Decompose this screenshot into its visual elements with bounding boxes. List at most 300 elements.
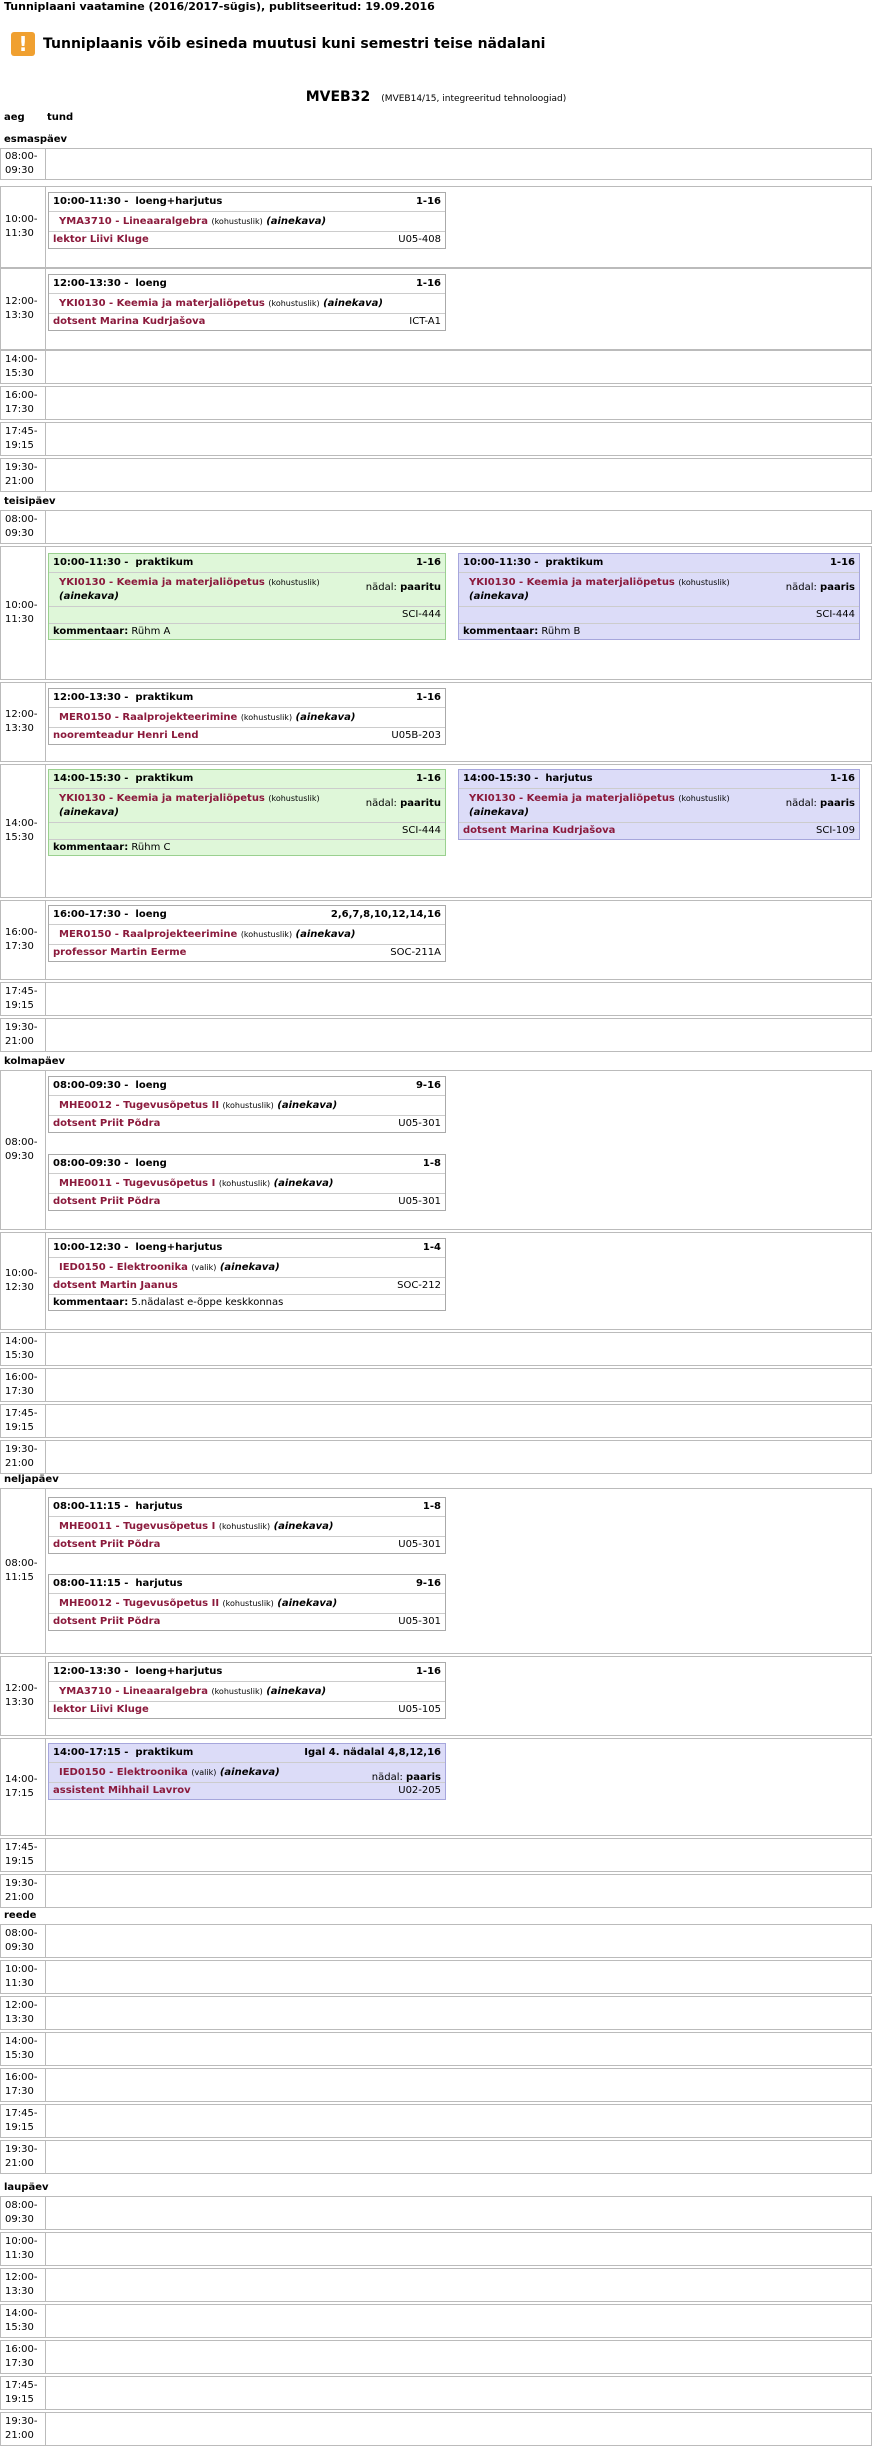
class-card-header [49,1498,445,1517]
ainekava-link[interactable]: (ainekava) [277,1100,338,1111]
column-header-time: aeg [4,112,25,123]
course-type: (valik) [191,1263,217,1272]
group-header [0,86,872,105]
class-card[interactable] [48,553,446,640]
time-slot-row [0,148,872,180]
slot-time-label: 10:00-12:30 [5,1268,38,1293]
lecturer-link[interactable]: dotsent Martin Jaanus [53,1280,178,1291]
slot-time-label: 19:30-21:00 [5,2416,38,2441]
course-line [59,711,445,725]
lecturer-link[interactable]: dotsent Priit Põdra [53,1616,161,1627]
class-card[interactable] [48,1154,446,1211]
class-weeks: 1-8 [422,1158,441,1169]
slot-time-label: 14:00-15:30 [5,1336,38,1361]
class-weeks: 1-16 [415,196,441,207]
class-footer [49,727,445,744]
ainekava-link[interactable]: (ainekava) [273,1178,334,1189]
course-link[interactable]: YMA3710 - Lineaaralgebra [59,1686,208,1697]
course-block [49,708,445,727]
slot-divider [45,1233,46,1329]
slot-divider [45,149,46,179]
course-link[interactable]: MER0150 - Raalprojekteerimine [59,929,238,940]
comment-label: kommentaar: [53,842,129,853]
course-link[interactable]: IED0150 - Elektroonika [59,1767,188,1778]
class-time: 14:00-15:30 - [53,773,129,784]
ainekava-link[interactable]: (ainekava) [219,1262,280,1273]
class-card-header [49,1744,445,1763]
column-header-class: tund [47,112,74,123]
week-parity-value: paaritu [400,582,441,593]
room-label: U05-301 [398,1196,441,1207]
time-slot-row [0,2412,872,2446]
room-label: SCI-444 [402,825,441,836]
time-slot-row [0,386,872,420]
week-parity-label: nädal: [371,1772,403,1783]
day-header: laupäev [4,2182,49,2193]
class-card[interactable] [48,1497,446,1554]
class-kind: loeng+harjutus [135,1242,223,1253]
class-time: 12:00-13:30 - [53,1666,129,1677]
ainekava-link[interactable]: (ainekava) [469,807,529,818]
class-card-header [49,554,445,573]
course-block [49,1594,445,1613]
class-time: 08:00-09:30 - [53,1158,129,1169]
slot-time-label: 14:00-15:30 [5,818,38,843]
slot-time-label: 19:30-21:00 [5,1022,38,1047]
slot-time-label: 19:30-21:00 [5,2144,38,2169]
comment-text: Rühm C [131,842,171,853]
day-header: kolmapäev [4,1056,66,1067]
ainekava-link[interactable]: (ainekava) [59,591,119,602]
class-card-header [459,554,859,573]
slot-time-label: 08:00-09:30 [5,151,38,176]
course-type: (kohustuslik) [268,794,320,803]
course-block [49,1174,445,1193]
course-link[interactable]: MHE0012 - Tugevusõpetus II [59,1100,220,1111]
class-card[interactable] [48,769,446,856]
slot-divider [45,423,46,455]
ainekava-link[interactable]: (ainekava) [219,1767,280,1778]
slot-time-label: 12:00-13:30 [5,2000,38,2025]
time-slot-row [0,2232,872,2266]
week-parity [366,581,441,595]
class-card[interactable] [48,1238,446,1311]
course-block [49,573,445,606]
class-card[interactable] [48,1662,446,1719]
comment-text: Rühm A [131,626,171,637]
course-block [49,1763,445,1782]
slot-time-label: 17:45-19:15 [5,426,38,451]
course-link[interactable]: YKI0130 - Keemia ja materjaliõpetus [469,793,675,804]
room-label: U05B-203 [391,730,441,741]
time-slot-row [0,2340,872,2374]
slot-time-label: 17:45-19:15 [5,2380,38,2405]
class-card[interactable] [48,1076,446,1133]
class-time: 10:00-12:30 - [53,1242,129,1253]
time-slot-row [0,2032,872,2066]
time-slot-row [0,458,872,492]
room-label: U02-205 [398,1785,441,1796]
time-slot-row [0,2304,872,2338]
course-type: (kohustuslik) [218,1179,271,1188]
time-slot-row [0,1018,872,1052]
ainekava-link[interactable]: (ainekava) [323,298,383,309]
course-line [59,1099,445,1113]
time-slot-row [0,422,872,456]
lecturer-link[interactable]: dotsent Priit Põdra [53,1196,161,1207]
class-weeks: 9-16 [415,1080,441,1091]
class-weeks: 1-16 [415,278,441,289]
course-line [59,928,445,942]
class-time: 14:00-15:30 - [463,773,539,784]
class-comment [49,1294,445,1310]
course-line [59,1520,445,1534]
room-label: U05-301 [398,1118,441,1129]
time-slot-row [0,2104,872,2138]
slot-divider [45,1369,46,1401]
room-label: SCI-444 [816,609,855,620]
course-type: (kohustuslik) [211,1687,263,1696]
course-block [49,1682,445,1701]
lecturer-link[interactable]: dotsent Marina Kudrjašova [53,316,206,327]
day-header: neljapäev [4,1474,59,1485]
class-card-header [49,689,445,708]
slot-time-label: 19:30-21:00 [5,1444,38,1469]
course-block [49,789,445,822]
class-card[interactable] [48,1743,446,1800]
room-label: U05-301 [398,1539,441,1550]
course-link[interactable]: YKI0130 - Keemia ja materjaliõpetus [59,298,265,309]
slot-divider [45,1925,46,1957]
class-kind: loeng [135,1158,167,1169]
slot-time-label: 19:30-21:00 [5,462,38,487]
course-type: (kohustuslik) [678,578,730,587]
day-header: reede [4,1910,37,1921]
slot-time-label: 12:00-13:30 [5,296,38,321]
class-footer [459,822,859,839]
slot-divider [45,1489,46,1653]
slot-time-label: 19:30-21:00 [5,1878,38,1903]
course-block [459,573,859,606]
week-parity-value: paaris [820,798,855,809]
slot-time-label: 08:00-09:30 [5,514,38,539]
class-weeks: 1-16 [415,557,441,568]
page-title: Tunniplaani vaatamine (2016/2017-sügis), publitseeritud: 19.09.2016 [4,0,435,13]
warning-text: Tunniplaanis võib esineda muutusi kuni semestri teise nädalani [43,36,546,52]
week-parity-label: nädal: [365,798,397,809]
ainekava-link[interactable]: (ainekava) [295,929,356,940]
course-link[interactable]: YKI0130 - Keemia ja materjaliõpetus [59,577,265,588]
class-comment [459,623,859,639]
slot-time-label: 14:00-17:15 [5,1774,38,1799]
class-footer [49,1115,445,1132]
comment-text: 5.nädalast e-õppe keskkonnas [131,1297,284,1308]
class-time: 14:00-17:15 - [53,1747,129,1758]
course-type: (kohustuslik) [268,578,320,587]
time-slot-row [0,2140,872,2174]
slot-divider [45,2105,46,2137]
slot-divider [45,1739,46,1835]
slot-time-label: 08:00-09:30 [5,1928,38,1953]
comment-text: Rühm B [541,626,581,637]
class-weeks: 1-8 [422,1501,441,1512]
time-slot-row [0,1960,872,1994]
class-kind: loeng [135,278,167,289]
class-card-header [49,1239,445,1258]
warning-banner [11,32,545,56]
course-block [49,294,445,313]
class-time: 10:00-11:30 - [463,557,539,568]
slot-time-label: 16:00-17:30 [5,390,38,415]
slot-time-label: 16:00-17:30 [5,2344,38,2369]
class-footer [49,1782,445,1799]
class-footer [49,606,445,623]
lecturer-link[interactable]: dotsent Priit Põdra [53,1118,161,1129]
class-card[interactable] [48,1574,446,1631]
class-time: 08:00-09:30 - [53,1080,129,1091]
slot-time-label: 08:00-11:15 [5,1558,38,1583]
slot-time-label: 17:45-19:15 [5,1842,38,1867]
group-description: (MVEB14/15, integreeritud tehnoloogiad) [381,94,567,104]
slot-divider [45,1333,46,1365]
slot-divider [45,2341,46,2373]
class-footer [459,606,859,623]
time-slot-row [0,350,872,384]
course-line [59,792,353,820]
ainekava-link[interactable]: (ainekava) [266,1686,327,1697]
class-kind: harjutus [545,773,593,784]
class-time: 12:00-13:30 - [53,278,129,289]
comment-label: kommentaar: [53,1297,129,1308]
class-weeks: 1-16 [829,773,855,784]
lecturer-link[interactable]: dotsent Priit Põdra [53,1539,161,1550]
class-card-header [459,770,859,789]
class-weeks: 1-16 [829,557,855,568]
day-header: teisipäev [4,496,56,507]
course-line [59,1177,445,1191]
slot-divider [45,1441,46,1473]
ainekava-link[interactable]: (ainekava) [469,591,529,602]
room-label: U05-408 [398,234,441,245]
day-header: esmaspäev [4,134,68,145]
slot-time-label: 14:00-15:30 [5,2036,38,2061]
course-block [49,1096,445,1115]
slot-divider [45,387,46,419]
slot-divider [45,2377,46,2409]
class-weeks: 9-16 [415,1578,441,1589]
slot-time-label: 10:00-11:30 [5,1964,38,1989]
slot-time-label: 10:00-11:30 [5,600,38,625]
class-footer [49,231,445,248]
slot-time-label: 10:00-11:30 [5,214,38,239]
room-label: U05-301 [398,1616,441,1627]
course-type: (kohustuslik) [218,1522,271,1531]
slot-time-label: 12:00-13:30 [5,2272,38,2297]
class-card[interactable] [458,769,860,840]
class-card[interactable] [48,688,446,745]
class-footer [49,1536,445,1553]
time-slot-row [0,1404,872,1438]
slot-divider [45,1997,46,2029]
ainekava-link[interactable]: (ainekava) [295,712,356,723]
slot-divider [45,511,46,543]
class-kind: loeng+harjutus [135,1666,223,1677]
course-line [469,792,767,820]
slot-divider [45,2141,46,2173]
slot-divider [45,269,46,349]
class-time: 12:00-13:30 - [53,692,129,703]
ainekava-link[interactable]: (ainekava) [266,216,327,227]
class-kind: praktikum [135,692,194,703]
time-slot-row [0,2376,872,2410]
slot-divider [45,1875,46,1907]
slot-time-label: 12:00-13:30 [5,709,38,734]
comment-label: kommentaar: [53,626,129,637]
slot-divider [45,901,46,979]
class-kind: praktikum [135,557,194,568]
course-link[interactable]: IED0150 - Elektroonika [59,1262,188,1273]
room-label: SOC-212 [397,1280,441,1291]
course-link[interactable]: YMA3710 - Lineaaralgebra [59,216,208,227]
class-kind: harjutus [135,1578,183,1589]
class-time: 16:00-17:30 - [53,909,129,920]
course-type: (kohustuslik) [222,1101,274,1110]
time-slot-row [0,1332,872,1366]
room-label: SCI-109 [816,825,855,836]
course-link[interactable]: MHE0011 - Tugevusõpetus I [59,1178,216,1189]
class-footer [49,1277,445,1294]
course-type: (kohustuslik) [211,217,263,226]
course-type: (kohustuslik) [240,930,293,939]
slot-time-label: 17:45-19:15 [5,1408,38,1433]
lecturer-link[interactable]: lektor Liivi Kluge [53,1704,149,1715]
course-link[interactable]: YKI0130 - Keemia ja materjaliõpetus [59,793,265,804]
group-code: MVEB32 [305,89,371,105]
room-label: ICT-A1 [409,316,441,327]
course-type: (kohustuslik) [240,713,293,722]
ainekava-link[interactable]: (ainekava) [277,1598,338,1609]
course-type: (valik) [191,1768,217,1777]
slot-divider [45,2033,46,2065]
week-parity-value: paaris [820,582,855,593]
slot-divider [45,351,46,383]
class-weeks: 1-4 [422,1242,441,1253]
slot-divider [45,2269,46,2301]
slot-divider [45,2305,46,2337]
slot-divider [45,2413,46,2445]
slot-divider [45,1839,46,1871]
class-kind: praktikum [135,773,194,784]
class-footer [49,1613,445,1630]
time-slot-row [0,2268,872,2302]
time-slot-row [0,1838,872,1872]
class-card[interactable] [48,905,446,962]
time-slot-row [0,510,872,544]
week-parity-label: nädal: [785,582,817,593]
course-line [59,1766,353,1780]
lecturer-link[interactable]: assistent Mihhail Lavrov [53,1785,191,1796]
class-kind: loeng [135,909,167,920]
week-parity-label: nädal: [365,582,397,593]
course-link[interactable]: MHE0012 - Tugevusõpetus II [59,1598,220,1609]
slot-time-label: 16:00-17:30 [5,1372,38,1397]
class-footer [49,313,445,330]
slot-divider [45,1961,46,1993]
class-card-header [49,1077,445,1096]
course-block [49,1517,445,1536]
course-block [49,212,445,231]
slot-divider [45,1019,46,1051]
slot-divider [45,983,46,1015]
class-weeks: 2,6,7,8,10,12,14,16 [330,909,441,920]
lecturer-link[interactable]: lektor Liivi Kluge [53,234,149,245]
time-slot-row [0,1440,872,1474]
week-parity-value: paaris [406,1772,441,1783]
class-time: 10:00-11:30 - [53,557,129,568]
course-line [469,576,767,604]
slot-divider [45,683,46,761]
course-line [59,1597,445,1611]
class-card[interactable] [48,274,446,331]
class-comment [49,623,445,639]
class-weeks: 1-16 [415,1666,441,1677]
slot-time-label: 08:00-09:30 [5,1137,38,1162]
course-link[interactable]: MER0150 - Raalprojekteerimine [59,712,238,723]
slot-time-label: 14:00-15:30 [5,354,38,379]
class-kind: praktikum [545,557,604,568]
slot-divider [45,1405,46,1437]
slot-divider [45,2233,46,2265]
time-slot-row [0,1874,872,1908]
class-weeks: 1-16 [415,773,441,784]
week-parity-label: nädal: [785,798,817,809]
lecturer-link[interactable]: nooremteadur Henri Lend [53,730,199,741]
slot-time-label: 17:45-19:15 [5,2108,38,2133]
room-label: U05-105 [398,1704,441,1715]
class-card[interactable] [458,553,860,640]
class-footer [49,822,445,839]
week-parity-value: paaritu [400,798,441,809]
class-kind: loeng+harjutus [135,196,223,207]
class-card-header [49,193,445,212]
ainekava-link[interactable]: (ainekava) [273,1521,334,1532]
class-weeks: 1-16 [415,692,441,703]
class-card-header [49,1155,445,1174]
ainekava-link[interactable]: (ainekava) [59,807,119,818]
slot-time-label: 12:00-13:30 [5,1683,38,1708]
class-kind: loeng [135,1080,167,1091]
class-footer [49,1193,445,1210]
time-slot-row [0,1996,872,2030]
slot-time-label: 16:00-17:30 [5,2072,38,2097]
class-kind: harjutus [135,1501,183,1512]
course-block [49,925,445,944]
slot-time-label: 08:00-09:30 [5,2200,38,2225]
week-parity [786,581,855,595]
class-card-header [49,275,445,294]
course-link[interactable]: YKI0130 - Keemia ja materjaliõpetus [469,577,675,588]
lecturer-link[interactable]: dotsent Marina Kudrjašova [463,825,616,836]
lecturer-link[interactable]: professor Martin Eerme [53,947,187,958]
course-line [59,1261,445,1275]
class-card-header [49,906,445,925]
class-time: 08:00-11:15 - [53,1578,129,1589]
class-time: 08:00-11:15 - [53,1501,129,1512]
slot-divider [45,459,46,491]
course-type: (kohustuslik) [268,299,320,308]
class-card[interactable] [48,192,446,249]
course-link[interactable]: MHE0011 - Tugevusõpetus I [59,1521,216,1532]
